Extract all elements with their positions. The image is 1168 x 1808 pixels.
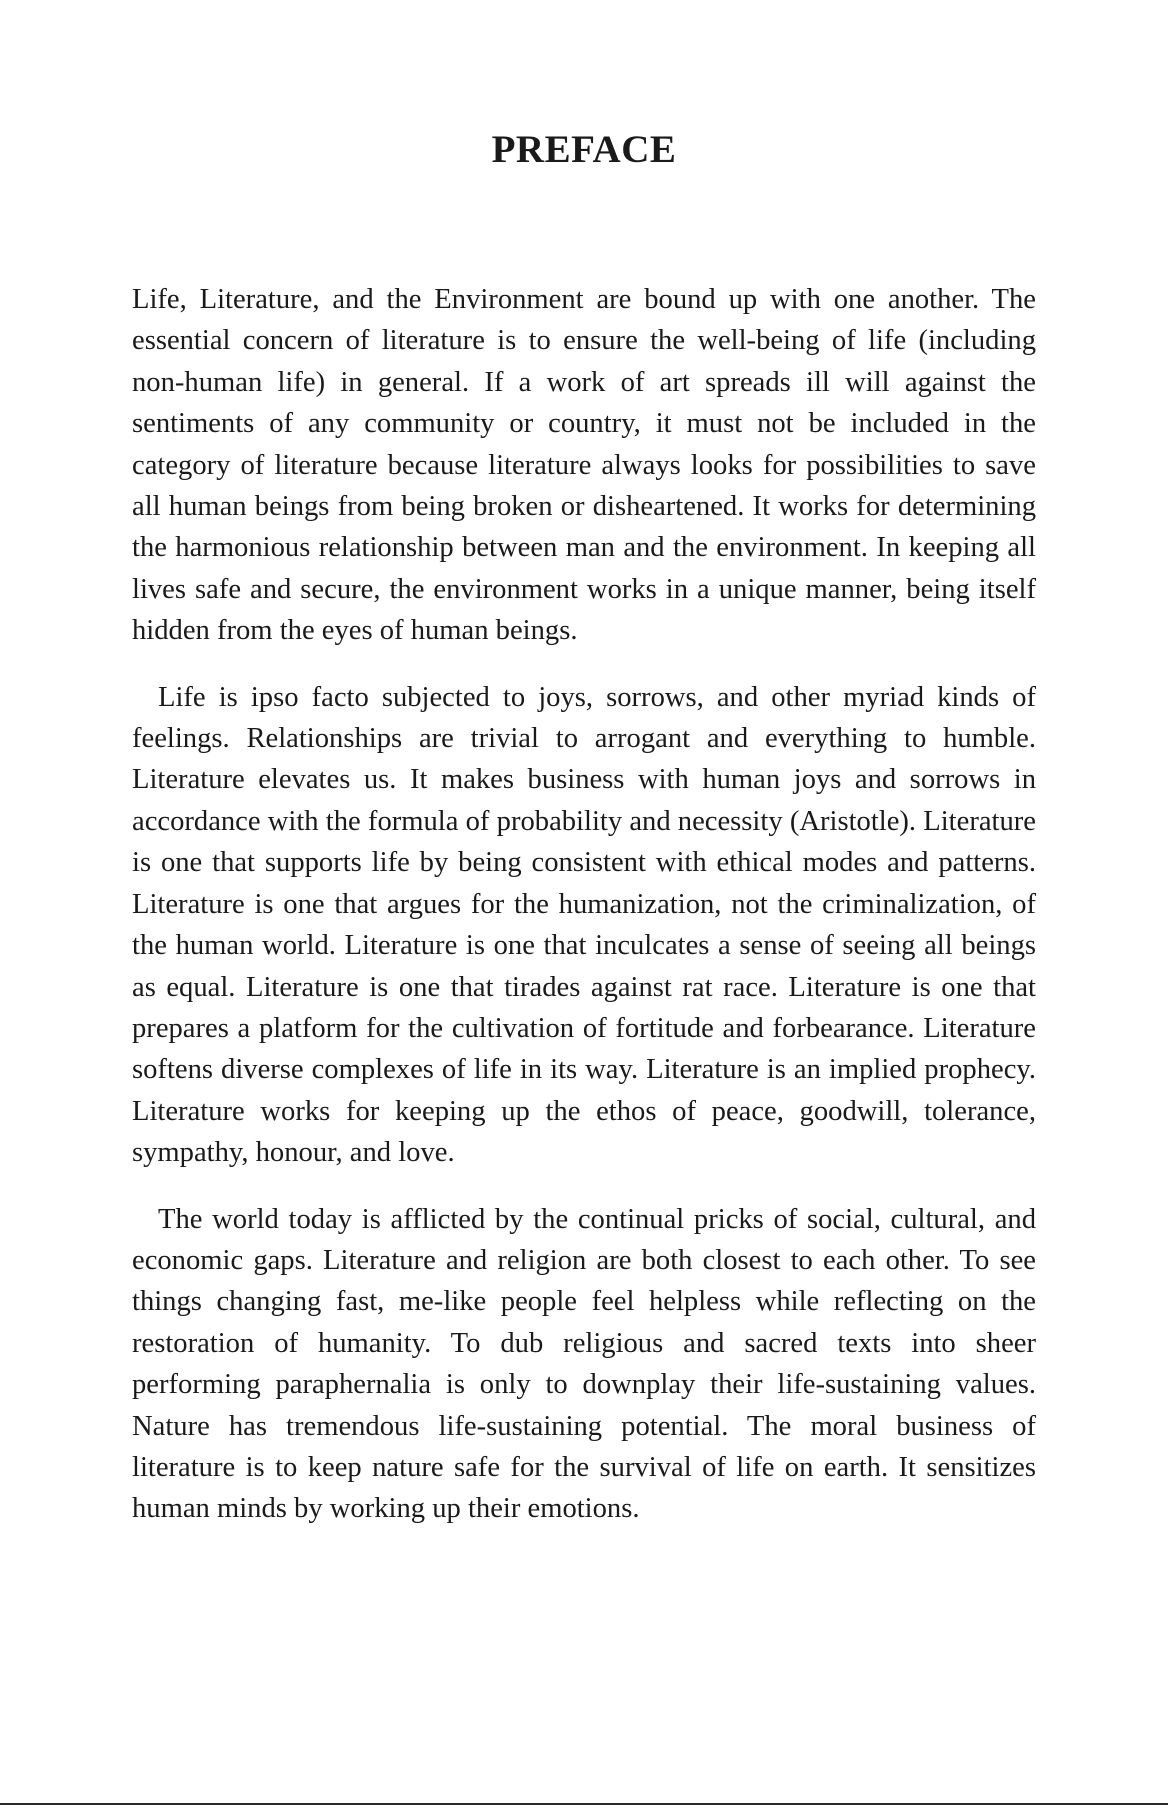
paragraph-1: Life, Literature, and the Environment are bound up with one another. The essential concern of literature is to ensure the well-being of life (including non-human life) in general. If a work of art spreads ill will against the sentiments of any community or country, it must not be included in the category of literature because literature always looks for possibilities to save all human beings from being broken or disheartened. It works for determining the harmonious relationship between man and the environment. In keeping all lives safe and secure, the environment works in a unique manner, being itself hidden from the eyes of human beings. bbox=[132, 284, 1036, 647]
paragraph-2: Life is ipso facto subjected to joys, sorrows, and other myriad kinds of feelings. Relationships are trivial to arrogant and everything to humble. Literature elevates us. It makes business with human joys and sorrows in accordance with the formula of probability and necessity (Aristotle). Literature is one that supports life by being consistent with ethical modes and patterns. Literature is one that argues for the humanization, not the criminalization, of the human world. Literature is one that inculcates a sense of seeing all beings as equal. Literature is one that tirades against rat race. Literature is one that prepares a platform for the cultivation of fortitude and forbearance. Literature softens diverse complexes of life in its way. Literature is an implied prophecy. Literature works for keeping up the ethos of peace, goodwill, tolerance, sympathy, honour, and love. bbox=[132, 681, 1036, 1169]
paragraph-3: The world today is afflicted by the continual pricks of social, cultural, and economic gaps. Literature and religion are both closest to each other. To see things changing fast, me-like people feel helpless while reflecting on the restoration of humanity. To dub religious and sacred texts into sheer performing paraphernalia is only to downplay their life-sustaining values. Nature has tremendous life-sustaining potential. The moral business of literature is to keep nature safe for the survival of life on earth. It sensitizes human minds by working up their emotions. bbox=[132, 1203, 1036, 1525]
preface-body bbox=[132, 279, 1036, 1555]
page-title: PREFACE bbox=[491, 128, 677, 171]
bottom-rule bbox=[0, 1803, 1168, 1805]
